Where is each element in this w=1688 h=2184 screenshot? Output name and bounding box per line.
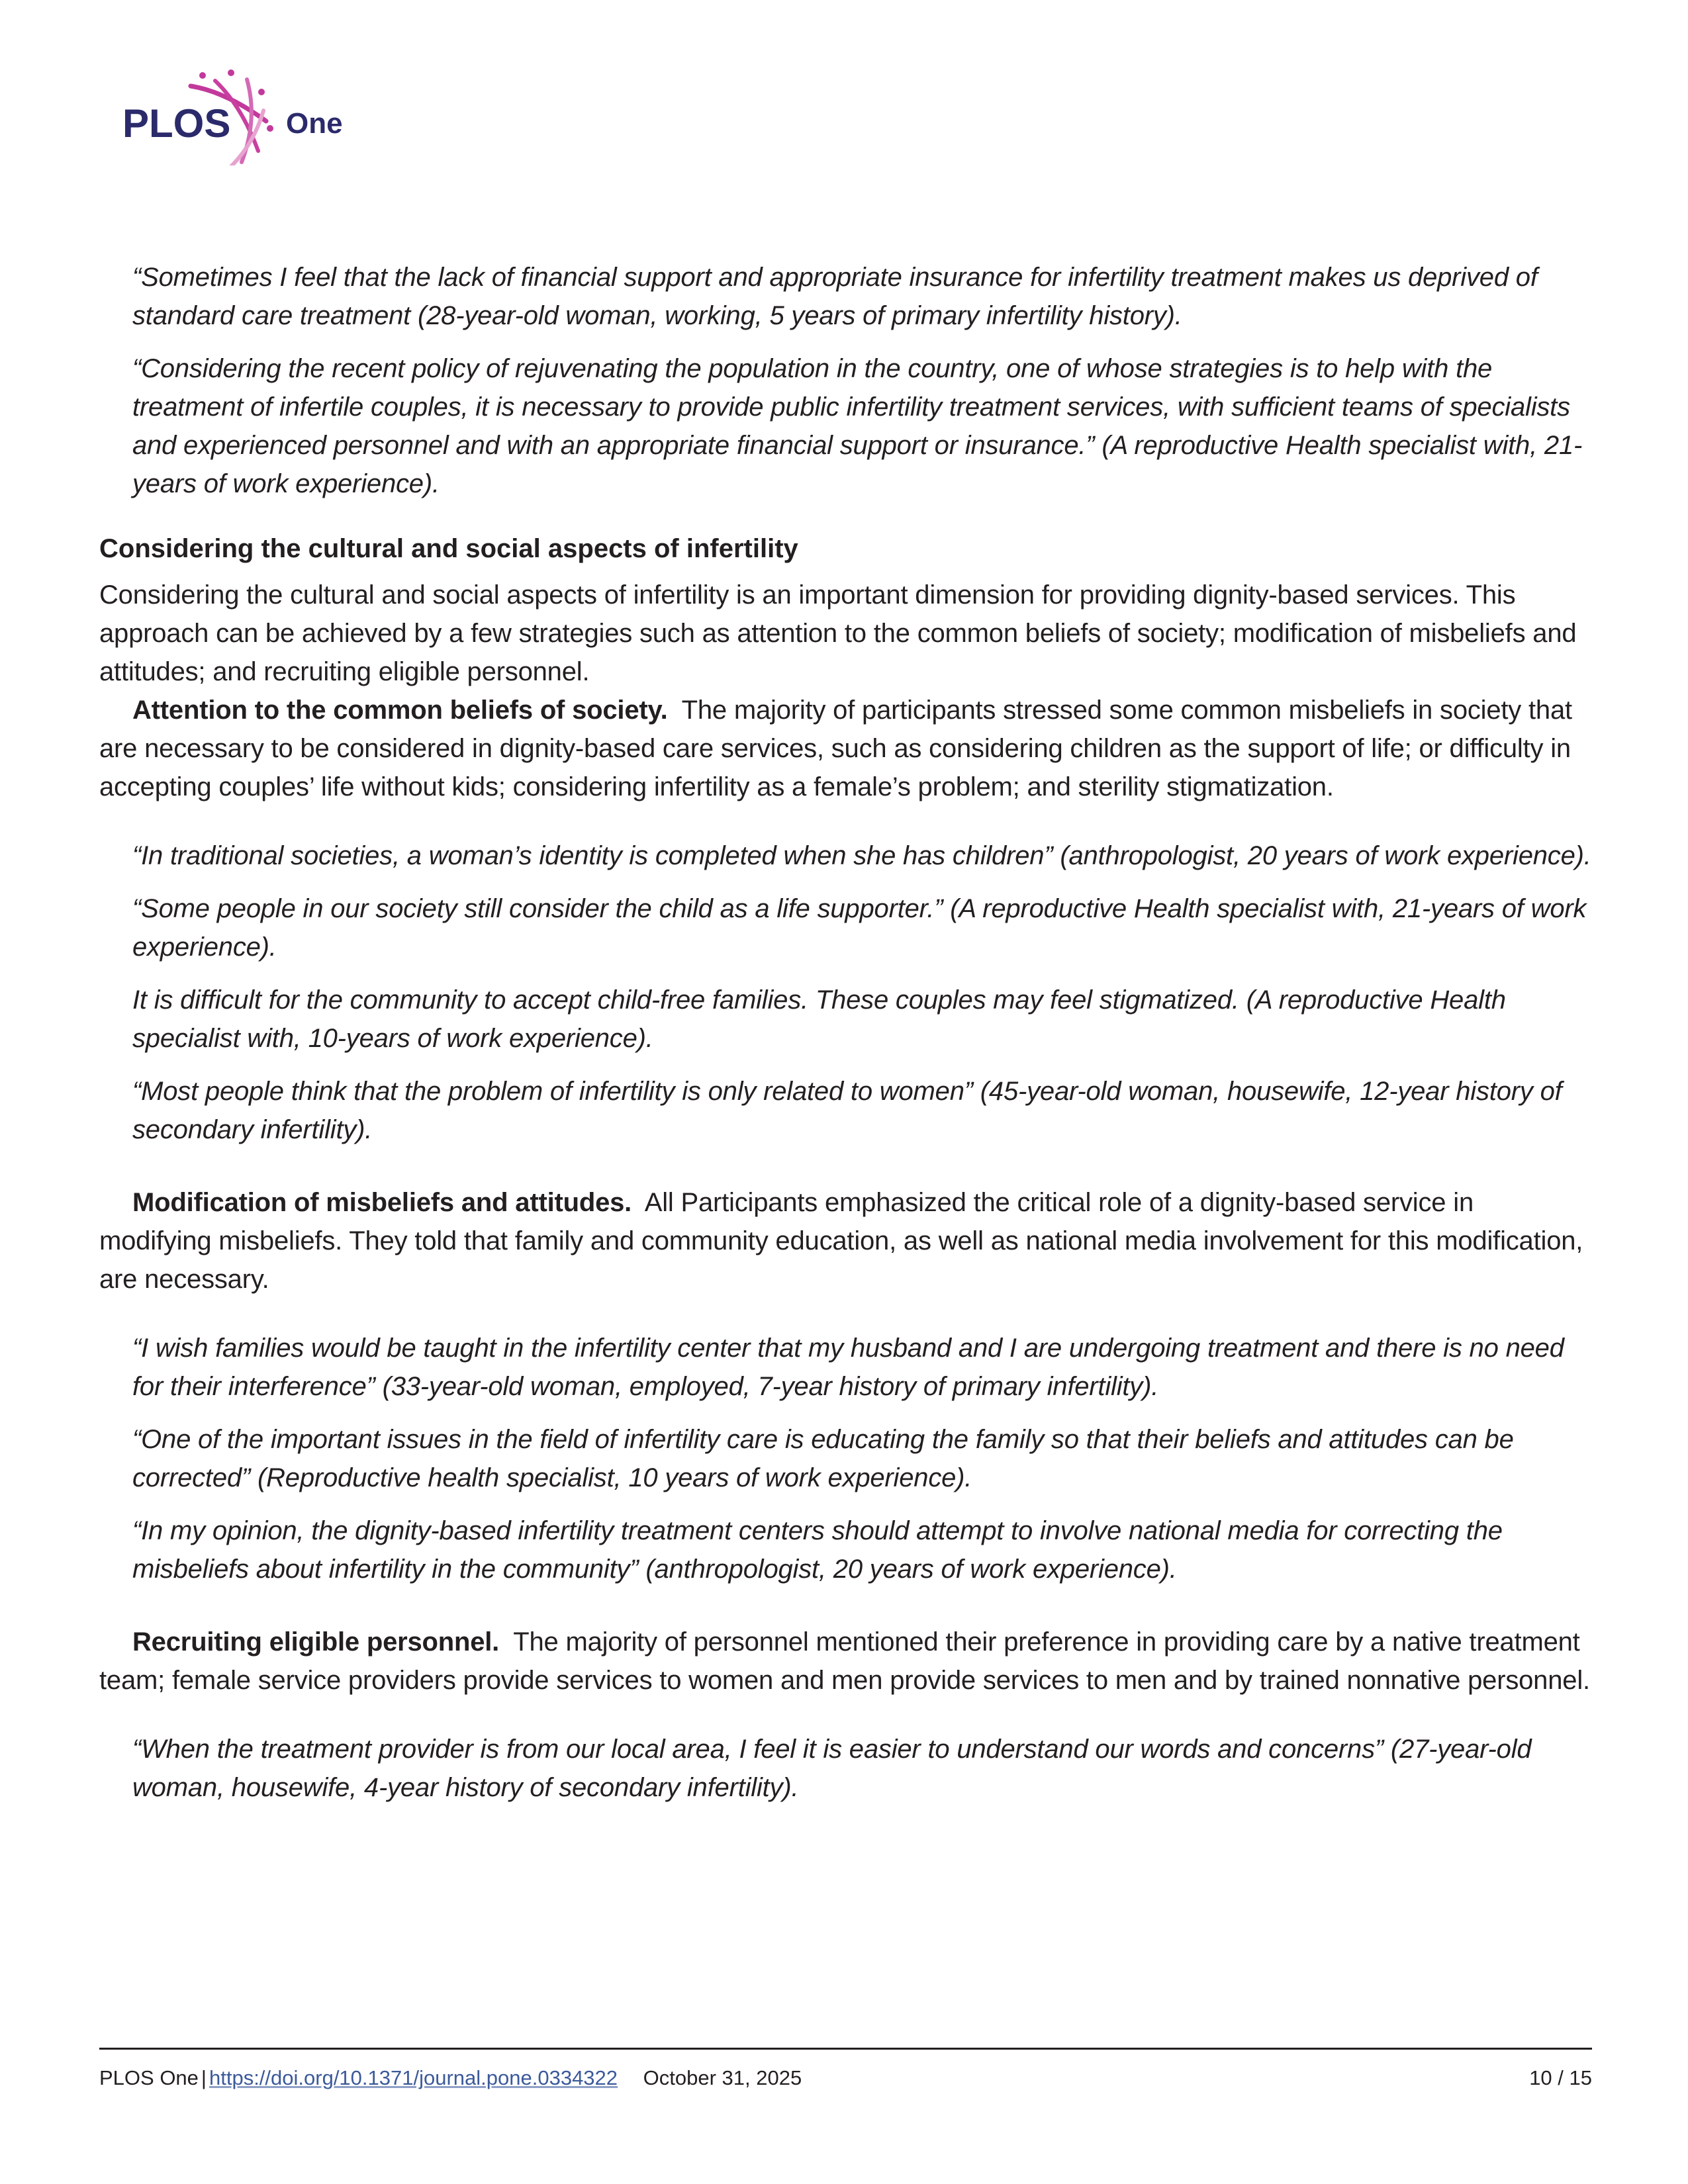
logo-one-text: One (286, 107, 343, 140)
participant-quote: “One of the important issues in the field of infertility care is educating the family so that their beliefs and attitudes can be corrected” (Reproductive health specialist, 10 years of work experience). (132, 1425, 1514, 1492)
participant-quote: “Some people in our society still consider the child as a life supporter.” (A reproductive Health specialist with, 21-years of work experience). (132, 894, 1587, 962)
subsection-title: Attention to the common beliefs of society. (132, 696, 668, 725)
doi-link[interactable]: https://doi.org/10.1371/journal.pone.0334322 (209, 2066, 618, 2089)
participant-quote: “I wish families would be taught in the infertility center that my husband and I are undergoing treatment and there is no need for their interference” (33-year-old woman, employed, 7-year history of primary infertility). (132, 1334, 1564, 1401)
subsection-body: All Participants emphasized the critical role of a dignity-based service in modifying misbeliefs. They told that family and community education, as well as national media involvement for this modification, are necessary. (99, 1188, 1583, 1294)
plos-burst-icon (93, 46, 344, 165)
subsection-modification-misbeliefs (99, 1183, 1592, 1298)
participant-quote: “Most people think that the problem of infertility is only related to women” (45-year-old woman, housewife, 12-year history of secondary infertility). (132, 1077, 1562, 1144)
participant-quote: “Sometimes I feel that the lack of financial support and appropriate insurance for infertility treatment makes us deprived of standard care treatment (28-year-old woman, working, 5 years of primary infertility history). (132, 263, 1538, 330)
participant-quote: “In traditional societies, a woman’s identity is completed when she has children” (anthropologist, 20 years of work experience). (132, 841, 1591, 870)
subsection-common-beliefs (99, 691, 1592, 806)
publication-date: October 31, 2025 (643, 2066, 802, 2089)
footer-divider (99, 2048, 1592, 2050)
section-heading: Considering the cultural and social aspects of infertility (99, 534, 798, 563)
article-body (99, 258, 1592, 1821)
participant-quote: “In my opinion, the dignity-based infertility treatment centers should attempt to involve national media for correcting the misbeliefs about infertility in the community” (anthropologist, 20 years of work experience). (132, 1516, 1503, 1584)
section-intro: Considering the cultural and social aspects of infertility is an important dimension for providing dignity-based services. This approach can be achieved by a few strategies such as attention to the common beliefs of society; modification of misbeliefs and attitudes; and recruiting eligible personnel. (99, 580, 1577, 686)
participant-quote: “When the treatment provider is from our local area, I feel it is easier to understand our words and concerns” (27-year-old woman, housewife, 4-year history of secondary infertility). (132, 1735, 1532, 1802)
subsection-recruiting-personnel (99, 1623, 1592, 1700)
page-number: 10 / 15 (1529, 2066, 1592, 2089)
page-footer (99, 2065, 1592, 2091)
participant-quote: It is difficult for the community to accept child-free families. These couples may feel stigmatized. (A reproductive Health specialist with, 10-years of work experience). (132, 985, 1506, 1053)
participant-quote: “Considering the recent policy of rejuvenating the population in the country, one of whose strategies is to help with the treatment of infertile couples, it is necessary to provide public infertility treatment services, with sufficient teams of specialists and experienced personnel and with an appropriate financial support or insurance.” (A reproductive Health specialist with, 21- years of work experience). (132, 354, 1583, 498)
subsection-body: The majority of personnel mentioned their preference in providing care by a native treatment team; female service providers provide services to women and men provide services to men and by trained nonnative personnel. (99, 1627, 1590, 1695)
subsection-title: Recruiting eligible personnel. (132, 1627, 500, 1657)
footer-journal-name: PLOS One (99, 2066, 199, 2089)
plos-one-logo (93, 46, 344, 165)
logo-plos-text: PLOS (122, 101, 231, 146)
subsection-body: The majority of participants stressed some common misbeliefs in society that are necessary to be considered in dignity-based care services, such as considering children as the support of life; or difficulty in accepting couples’ life without kids; considering infertility as a female’s problem; and sterility stigmatization. (99, 696, 1572, 801)
subsection-title: Modification of misbeliefs and attitudes. (132, 1188, 632, 1217)
footer-separator: | (201, 2066, 207, 2089)
